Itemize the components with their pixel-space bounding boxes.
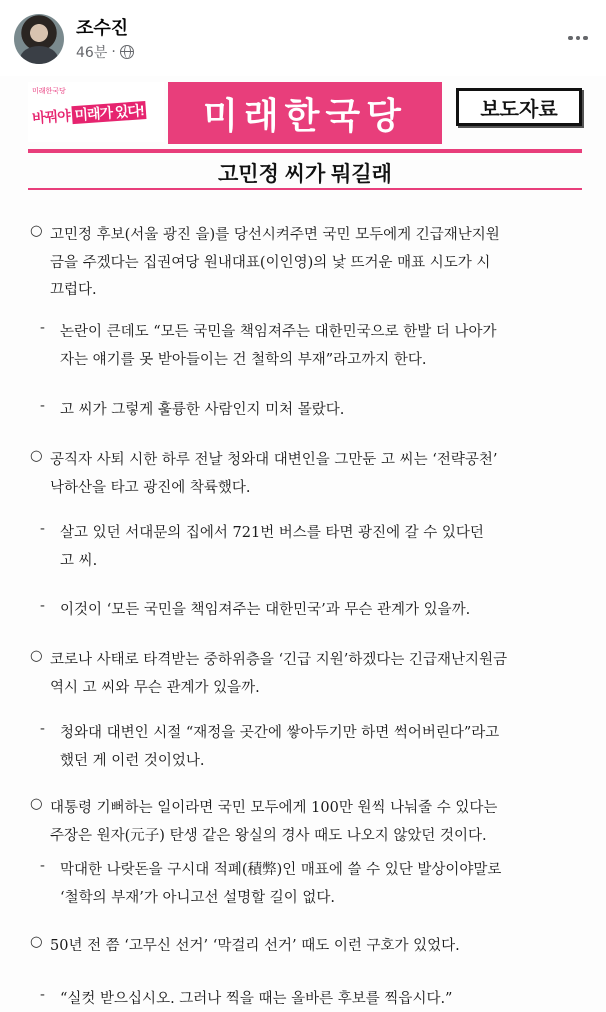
title-rule-bottom bbox=[28, 188, 582, 190]
press-release-banner bbox=[28, 82, 582, 144]
press-release-title: 고민정 씨가 뭐길래 bbox=[218, 163, 392, 186]
paragraph-line: 고 씨가 그렇게 훌륭한 사람인지 미처 몰랐다. bbox=[60, 402, 345, 418]
paragraph-line: 낙하산을 타고 광진에 착륙했다. bbox=[50, 479, 251, 496]
paragraph-line: 고 씨. bbox=[60, 552, 98, 569]
press-release-image[interactable] bbox=[0, 76, 606, 1012]
paragraph-bullet: ○ bbox=[30, 934, 43, 950]
paragraph-line: 막대한 나랏돈을 구시대 적폐(積弊)인 매표에 쓸 수 있단 발상이야말로 bbox=[60, 862, 502, 878]
post-header bbox=[0, 0, 606, 76]
paragraph-line: 고민정 후보(서울 광진 을)를 당선시켜주면 국민 모두에게 긴급재난지원 bbox=[50, 227, 500, 243]
paragraph-line: 끄럽다. bbox=[50, 282, 97, 298]
paragraph-line: 논란이 큰데도 “모든 국민을 책임져주는 대한민국으로 한발 더 나아가 bbox=[60, 324, 497, 340]
paragraph-line: 청와대 대변인 시절 “재정을 곳간에 쌓아두기만 하면 썩어버린다”라고 bbox=[60, 725, 500, 741]
paragraph-line: 코로나 사태로 타격받는 중하위층을 ‘긴급 지원’하겠다는 긴급재난지원금 bbox=[50, 652, 508, 668]
paragraph-line: ‘철학의 부재’가 아니고선 설명할 길이 없다. bbox=[60, 889, 335, 906]
paragraph-line: “실컷 받으십시오. 그러나 찍을 때는 올바른 후보를 찍읍시다.” bbox=[60, 991, 453, 1007]
more-options-icon bbox=[568, 36, 573, 41]
paragraph-line: 이것이 ‘모든 국민을 책임져주는 대한민국’과 무슨 관계가 있을까. bbox=[60, 602, 471, 618]
paragraph-line: 50년 전 쯤 ‘고무신 선거’ ‘막걸리 선거’ 때도 이런 구호가 있었다. bbox=[50, 938, 460, 954]
post-meta bbox=[76, 42, 134, 62]
party-name: 미래한국당 bbox=[168, 82, 442, 144]
paragraph-bullet: ○ bbox=[30, 448, 43, 464]
paragraph-dash: - bbox=[40, 521, 45, 537]
paragraph-dash: - bbox=[40, 721, 45, 737]
logo-slogan-part1: 바꿔야 bbox=[31, 107, 71, 126]
paragraph-dash: - bbox=[40, 987, 45, 1003]
paragraph-line: 주장은 원자(元子) 탄생 같은 왕실의 경사 때도 나오지 않았던 것이다. bbox=[50, 827, 487, 844]
paragraph-bullet: ○ bbox=[30, 796, 43, 812]
paragraph-line: 역시 고 씨와 무슨 관계가 있을까. bbox=[50, 679, 260, 696]
logo-slogan bbox=[31, 100, 146, 128]
meta-separator: · bbox=[111, 44, 116, 60]
paragraph-bullet: ○ bbox=[30, 648, 43, 664]
paragraph-dash: - bbox=[40, 858, 45, 874]
title-rule-top bbox=[28, 149, 582, 153]
paragraph-bullet: ○ bbox=[30, 223, 43, 239]
logo-small-text: 미래한국당 bbox=[32, 88, 66, 95]
globe-icon bbox=[120, 45, 134, 59]
paragraph-line: 했던 게 이런 것이었나. bbox=[60, 752, 205, 769]
author-name[interactable]: 조수진 bbox=[76, 18, 129, 39]
logo-slogan-part2: 미래가 있다! bbox=[72, 101, 146, 124]
party-logo bbox=[28, 82, 164, 142]
avatar[interactable] bbox=[14, 14, 64, 64]
paragraph-dash: - bbox=[40, 598, 45, 614]
paragraph-line: 공직자 사퇴 시한 하루 전날 청와대 대변인을 그만둔 고 씨는 ‘전략공천’ bbox=[50, 452, 498, 468]
paragraph-line: 대통령 기뻐하는 일이라면 국민 모두에게 100만 원씩 나눠줄 수 있다는 bbox=[50, 800, 498, 816]
paragraph-line: 자는 얘기를 못 받아들이는 건 철학의 부재”라고까지 한다. bbox=[60, 351, 427, 368]
paragraph-line: 금을 주겠다는 집권여당 원내대표(이인영)의 낯 뜨거운 매표 시도가 시 bbox=[50, 254, 491, 271]
more-options-button[interactable] bbox=[564, 26, 592, 50]
post-time[interactable]: 46분 bbox=[76, 45, 108, 61]
paragraph-dash: - bbox=[40, 398, 45, 414]
paragraph-dash: - bbox=[40, 320, 45, 336]
paragraph-line: 살고 있던 서대문의 집에서 721번 버스를 타면 광진에 갈 수 있다던 bbox=[60, 525, 484, 541]
press-release-badge: 보도자료 bbox=[456, 88, 582, 126]
